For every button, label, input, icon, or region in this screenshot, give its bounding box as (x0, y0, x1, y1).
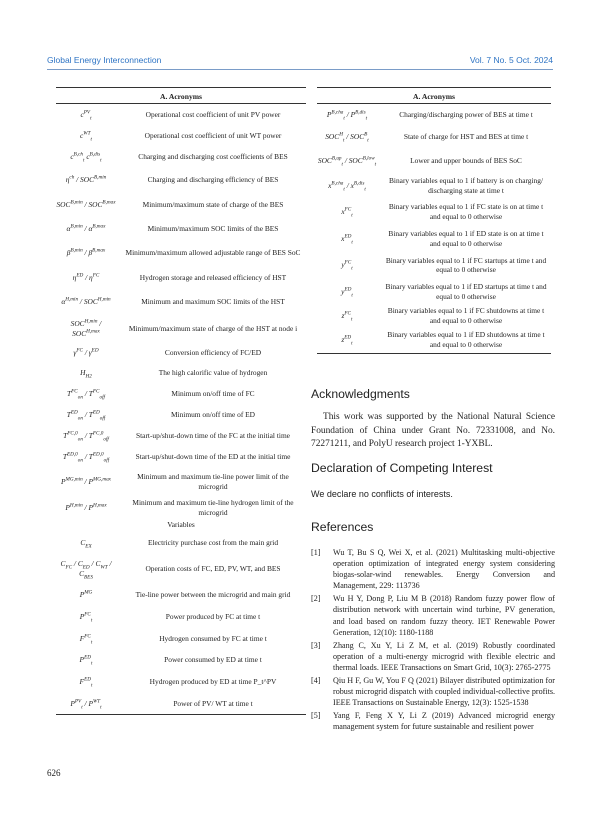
symbol-cell: $C_{FC} / C_{ED} / C_{WT} / C_{BES}$ (60, 559, 112, 580)
description-cell: Operation costs of FC, ED, PV, WT, and BES (145, 563, 281, 573)
reference-number: [3] (311, 640, 321, 650)
description-cell: Lower and upper bounds of BES SoC (410, 155, 522, 165)
symbol-cell: $F^{ED}_t$ (79, 676, 93, 689)
declaration-text: We declare no conflicts of interests. (311, 489, 453, 499)
reference-text: Zhang C, Xu Y, Li Z M, et al. (2019) Robustly coordinated operation of a multi-energy microgrid with flexible electric and thermal loads. IEEE Transactions on Smart Grid, 10(3): 2765-2775 (333, 640, 555, 672)
issue-info: Vol. 7 No. 5 Oct. 2024 (469, 55, 553, 65)
reference-item (311, 710, 555, 732)
symbol-cell: $SOC^{B,up}_t / SOC^{B,low}_t$ (317, 155, 377, 168)
table-row (56, 239, 306, 266)
table-caption: A. Acronyms (56, 87, 306, 104)
table-row (56, 146, 306, 168)
reference-item (311, 547, 555, 591)
reference-number: [4] (311, 676, 321, 686)
symbol-cell: $z^{FC}_t$ (341, 310, 353, 323)
table-caption: A. Acronyms (317, 87, 551, 104)
reference-text: Qiu H F, Gu W, You F Q (2021) Bilayer distributed optimization for robust microgrid dispatch with coupled individual-collective profits. IEEE Transactions on Sustainable Energy, 12(3): 1525-1538 (333, 676, 555, 708)
reference-number: [1] (311, 548, 321, 557)
table-row (56, 315, 306, 342)
description-cell: Electricity purchase cost from the main grid (147, 537, 279, 547)
acknowledgments-heading: Acknowledgments (311, 387, 410, 401)
running-header (47, 55, 553, 69)
table-row (317, 326, 551, 354)
table-row (317, 125, 551, 148)
table-row (56, 495, 306, 520)
description-cell: State of charge for HST and BES at time t (403, 131, 529, 141)
symbol-cell: $c^{PV}_t$ (80, 109, 92, 122)
table-row (317, 198, 551, 225)
table-row (317, 173, 551, 198)
symbol-cell: $P^{PV}_t / P^{WT}_t$ (70, 698, 102, 711)
description-cell: Binary variables equal to 1 if FC shutdowns at time t and equal to 0 otherwise (387, 306, 545, 325)
description-cell: Minimum on/off time of ED (170, 410, 256, 420)
description-cell: Minimum/maximum state of charge of the HST at node i (128, 323, 298, 333)
reference-number: [5] (311, 711, 321, 721)
symbol-cell: $T^{ED,0}_{on} / T^{ED,0}_{off}$ (62, 451, 110, 464)
description-cell: Operational cost coefficient of unit PV power (145, 109, 281, 119)
description-cell: Minimum on/off time of FC (171, 388, 255, 398)
description-cell: Power consumed by ED at time t (164, 655, 262, 665)
table-row (56, 342, 306, 363)
symbol-cell: $\gamma^{FC} / \gamma^{ED}$ (73, 347, 99, 357)
acronyms-table-left (56, 87, 306, 715)
reference-item (311, 593, 555, 637)
reference-number: [2] (311, 594, 321, 604)
table-row (56, 628, 306, 649)
description-cell: Binary variables equal to 1 if FC state is on at time t and equal to 0 otherwise (388, 202, 544, 221)
symbol-cell: $y^{FC}_t$ (341, 259, 353, 272)
symbol-cell: $x^{FC}_t$ (341, 206, 353, 219)
table-row (56, 125, 306, 146)
symbol-cell: $\eta^{ch} / SOC^{B,min}$ (65, 174, 107, 184)
table-row (56, 218, 306, 239)
table-row (56, 104, 306, 125)
table-row (317, 252, 551, 278)
description-cell: Minimum/maximum state of charge of the BES (142, 199, 284, 209)
symbol-cell: $P^{MG}$ (79, 589, 93, 600)
description-cell: Tie-line power between the microgrid and main grid (135, 590, 291, 600)
description-cell: The high calorific value of hydrogen (158, 368, 268, 378)
symbol-cell: $c^{WT}_t$ (80, 130, 92, 143)
symbol-cell: $\eta^{ED} / \eta^{FC}$ (72, 272, 100, 282)
description-cell: Minimum and maximum tie-line hydrogen limit of the microgrid (132, 498, 294, 517)
page-number: 626 (47, 768, 61, 778)
description-cell: Binary variables equal to 1 if battery is on charging/ discharging state at time t (389, 176, 543, 195)
table-row (56, 649, 306, 671)
reference-text: Wu H Y, Dong P, Liu M B (2018) Random fuzzy power flow of distribution network with uncertain wind turbine, PV generation, and load based on random fuzzy theory. IET Renewable Power Generation, 12(10): 1180-1188 (333, 594, 555, 637)
description-cell: Minimum and maximum SOC limits of the HST (141, 297, 285, 307)
journal-name: Global Energy Interconnection (47, 55, 162, 65)
acknowledgments-text: This work was supported by the National Natural Science Foundation of China under Grant No. 72331008, and No. 72271211, and PolyU research project 1-YXBL. (311, 412, 555, 450)
table-row (56, 363, 306, 383)
table-row (56, 584, 306, 606)
table-row (56, 468, 306, 495)
description-cell: Charging and discharging cost coefficients of BES (138, 152, 288, 162)
description-cell: Binary variables equal to 1 if ED shutdowns at time t and equal to 0 otherwise (387, 330, 545, 349)
table-row (56, 289, 306, 315)
symbol-cell: $y^{ED}_t$ (341, 286, 353, 299)
table-row (56, 553, 306, 584)
references-list (311, 547, 555, 735)
description-cell: Minimum and maximum tie-line power limit of the microgrid (137, 472, 289, 491)
description-cell: Start-up/shut-down time of the FC at the initial time (136, 431, 290, 441)
description-cell: Start-up/shut-down time of the ED at the initial time (135, 452, 291, 462)
variables-subheading: Variables (167, 520, 195, 529)
table-row (56, 404, 306, 426)
table-row (56, 191, 306, 218)
description-cell: Binary variables equal to 1 if ED state is on at time t and equal to 0 otherwise (388, 229, 544, 248)
symbol-cell: $SOC^{B,min} / SOC^{B,max}$ (56, 199, 116, 209)
table-row (317, 148, 551, 173)
symbol-cell: $T^{ED}_{on} / T^{ED}_{off}$ (66, 409, 106, 422)
symbol-cell: $z^{ED}_t$ (341, 334, 353, 347)
table-row (56, 532, 306, 553)
description-cell: Binary variables equal to 1 if ED startups at time t and equal to 0 otherwise (385, 282, 547, 301)
symbol-cell: $\alpha^{H,min} / SOC^{H,min}$ (61, 296, 111, 307)
description-cell: Binary variables equal to 1 if FC startups at time t and equal to 0 otherwise (385, 255, 547, 274)
table-row (56, 383, 306, 404)
description-cell: Hydrogen storage and released efficiency of HST (139, 272, 287, 282)
description-cell: Conversion efficiency of FC/ED (164, 347, 262, 357)
description-cell: Charging and discharging efficiency of BES (147, 174, 279, 184)
description-cell: Power of PV/ WT at time t (173, 698, 253, 708)
table-row (317, 305, 551, 326)
reference-item (311, 675, 555, 708)
symbol-cell: $P^{H,min} / P^{H,max}$ (65, 502, 107, 512)
reference-text: Wu T, Bu S Q, Wei X, et al. (2021) Multitasking multi-objective operation optimization of integrated energy system considering biogas-solar-wind renewables. Energy Conversion and Management, 229: 113736 (333, 548, 555, 591)
references-heading: References (311, 520, 374, 534)
description-cell: Minimum/maximum allowed adjustable range of BES SoC (125, 247, 301, 257)
table-row (56, 168, 306, 191)
symbol-cell: $F^{FC}_t$ (79, 633, 93, 646)
symbol-cell: $x^{B,cha}_t / x^{B,dis}_t$ (328, 180, 366, 193)
table-row (317, 278, 551, 305)
symbol-cell: $\beta^{B,min} / \beta^{B,max}$ (66, 247, 106, 257)
table-row (56, 671, 306, 693)
symbol-cell: $SOC^H_t / SOC^B_t$ (325, 131, 369, 144)
symbol-cell: $c^{B,ch}_t$ $c^{B,dis}_t$ (70, 151, 102, 164)
symbol-cell: $T^{FC,0}_{on} / T^{FC,0}_{off}$ (63, 430, 109, 443)
symbol-cell: $T^{FC}_{on} / T^{FC}_{off}$ (67, 388, 105, 401)
table-row (317, 104, 551, 125)
table-row (56, 266, 306, 289)
description-cell: Hydrogen produced by ED at time P_t^PV (149, 677, 277, 687)
symbol-cell: $SOC^{H,min} / SOC^{H,max}$ (70, 318, 102, 338)
table-row (56, 606, 306, 628)
header-rule (47, 69, 553, 70)
symbol-cell: $\alpha^{B,min} / \alpha^{B,max}$ (66, 223, 106, 233)
symbol-cell: $P^{B,cha}_t / P^{B,dis}_t$ (326, 109, 368, 122)
description-cell: Power produced by FC at time t (165, 612, 261, 622)
description-cell: Minimum/maximum SOC limits of the BES (147, 223, 279, 233)
description-cell: Charging/discharging power of BES at time t (399, 109, 533, 119)
description-cell: Hydrogen consumed by FC at time t (159, 633, 267, 643)
description-cell: Operational cost coefficient of unit WT power (144, 130, 282, 140)
symbol-cell: $x^{ED}_t$ (341, 233, 353, 246)
acronyms-table-right (317, 87, 551, 354)
symbol-cell: $P^{MG,min} / P^{MG,max}$ (61, 476, 111, 486)
table-row (56, 426, 306, 446)
symbol-cell: $H_{H2}$ (80, 368, 92, 380)
table-row (56, 693, 306, 715)
reference-item (311, 640, 555, 673)
table-row (317, 225, 551, 252)
symbol-cell: $P^{FC}_t$ (79, 611, 93, 624)
symbol-cell: $C_{EX}$ (80, 537, 92, 550)
declaration-heading: Declaration of Competing Interest (311, 461, 493, 475)
reference-text: Yang F, Feng X Y, Li Z (2019) Advanced microgrid energy management system for future sustainable and resilient power (333, 711, 555, 732)
symbol-cell: $P^{ED}_t$ (79, 654, 93, 667)
table-row (56, 446, 306, 468)
